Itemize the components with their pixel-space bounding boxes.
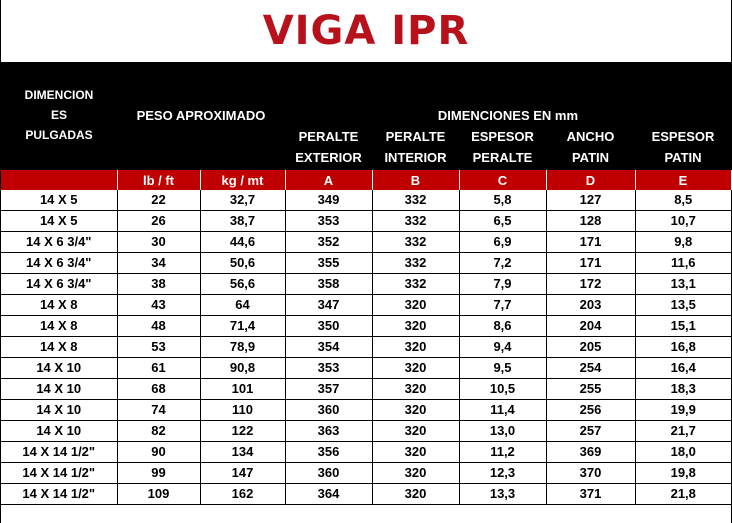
table-cell: 320: [372, 295, 459, 316]
table-cell: 50,6: [200, 253, 285, 274]
dimension-header-line: PULGADAS: [25, 128, 93, 142]
table-cell: 360: [285, 400, 372, 421]
table-cell: 30: [117, 232, 200, 253]
table-cell: 11,2: [459, 442, 546, 463]
dimensions-header: DIMENCIONES EN mm: [437, 108, 579, 123]
table-cell: 6,9: [459, 232, 546, 253]
table-cell: 171: [546, 253, 635, 274]
table-cell: 369: [546, 442, 635, 463]
table-cell: 38,7: [200, 211, 285, 232]
sub-header-line: PERALTE: [385, 129, 446, 144]
table-cell: 82: [117, 421, 200, 442]
table-cell: 363: [285, 421, 372, 442]
table-cell: 355: [285, 253, 372, 274]
unit-cell: A: [285, 170, 372, 190]
table-cell: 21,8: [635, 484, 731, 505]
table-cell: 203: [546, 295, 635, 316]
table-cell: 11,4: [459, 400, 546, 421]
table-cell: 16,4: [635, 358, 731, 379]
table-cell: 8,5: [635, 190, 731, 211]
sub-header-line: PERALTE: [298, 129, 359, 144]
table-cell: 349: [285, 190, 372, 211]
unit-cell: E: [635, 170, 731, 190]
table-cell: 16,8: [635, 337, 731, 358]
table-row: [1, 232, 731, 253]
table-cell: 19,8: [635, 463, 731, 484]
table-cell: 320: [372, 379, 459, 400]
table-cell: 14 X 14 1/2": [1, 484, 117, 505]
sub-header-line: ESPESOR: [651, 129, 715, 144]
table-cell: 10,7: [635, 211, 731, 232]
table-cell: 14 X 8: [1, 295, 117, 316]
table-cell: 171: [546, 232, 635, 253]
units-row: [1, 170, 731, 190]
table-cell: 21,7: [635, 421, 731, 442]
table-cell: 332: [372, 274, 459, 295]
table-cell: 19,9: [635, 400, 731, 421]
table-cell: 9,4: [459, 337, 546, 358]
table-cell: 53: [117, 337, 200, 358]
table-cell: 332: [372, 211, 459, 232]
sub-header-line: ESPESOR: [471, 129, 534, 144]
table-cell: 14 X 8: [1, 337, 117, 358]
sub-header-line: ANCHO: [566, 129, 615, 144]
table-cell: 320: [372, 358, 459, 379]
table-cell: 172: [546, 274, 635, 295]
unit-cell: lb / ft: [117, 170, 200, 190]
table-cell: 254: [546, 358, 635, 379]
table-cell: 347: [285, 295, 372, 316]
table-cell: 14 X 10: [1, 358, 117, 379]
table-cell: 7,7: [459, 295, 546, 316]
table-cell: 134: [200, 442, 285, 463]
sub-header-line: INTERIOR: [384, 150, 447, 165]
table-cell: 43: [117, 295, 200, 316]
table-cell: 360: [285, 463, 372, 484]
table-row: [1, 295, 731, 316]
table-cell: 34: [117, 253, 200, 274]
table-cell: 320: [372, 400, 459, 421]
table-cell: 22: [117, 190, 200, 211]
table-cell: 127: [546, 190, 635, 211]
table-row: [1, 484, 731, 505]
table-cell: 7,2: [459, 253, 546, 274]
table-cell: 320: [372, 484, 459, 505]
table-cell: 364: [285, 484, 372, 505]
table-cell: 352: [285, 232, 372, 253]
table-cell: 101: [200, 379, 285, 400]
table-row: [1, 400, 731, 421]
table-cell: 26: [117, 211, 200, 232]
weight-header: PESO APROXIMADO: [136, 108, 266, 123]
table-cell: 358: [285, 274, 372, 295]
table-cell: 56,6: [200, 274, 285, 295]
table-cell: 14 X 5: [1, 190, 117, 211]
table-cell: 320: [372, 316, 459, 337]
table-cell: 48: [117, 316, 200, 337]
table-cell: 320: [372, 442, 459, 463]
table-cell: 353: [285, 358, 372, 379]
table-cell: 320: [372, 463, 459, 484]
table-cell: 122: [200, 421, 285, 442]
sub-header-line: PERALTE: [472, 150, 533, 165]
table-row: [1, 358, 731, 379]
dimension-header-line: ES: [50, 108, 67, 122]
table-cell: 128: [546, 211, 635, 232]
table-cell: 14 X 14 1/2": [1, 442, 117, 463]
table-row: [1, 274, 731, 295]
table-row: [1, 190, 731, 211]
table-cell: 257: [546, 421, 635, 442]
table-cell: 14 X 6 3/4": [1, 253, 117, 274]
table-row: [1, 253, 731, 274]
table-cell: 14 X 14 1/2": [1, 463, 117, 484]
dimension-header: [1, 85, 117, 145]
table-row: [1, 442, 731, 463]
dimension-header-line: DIMENCION: [24, 88, 94, 102]
table-cell: 350: [285, 316, 372, 337]
table-row: [1, 463, 731, 484]
table-cell: 14 X 8: [1, 316, 117, 337]
table-cell: 370: [546, 463, 635, 484]
table-cell: 320: [372, 337, 459, 358]
table-cell: 5,8: [459, 190, 546, 211]
table-cell: 13,0: [459, 421, 546, 442]
table-cell: 64: [200, 295, 285, 316]
table-cell: 71,4: [200, 316, 285, 337]
table-cell: 109: [117, 484, 200, 505]
table-cell: 32,7: [200, 190, 285, 211]
table-cell: 7,9: [459, 274, 546, 295]
table-cell: 256: [546, 400, 635, 421]
table-cell: 90,8: [200, 358, 285, 379]
table-cell: 14 X 10: [1, 421, 117, 442]
table-cell: 332: [372, 190, 459, 211]
table-cell: 357: [285, 379, 372, 400]
unit-cell: kg / mt: [200, 170, 285, 190]
table-row: [1, 421, 731, 442]
sub-header: [635, 126, 731, 168]
table-cell: 13,5: [635, 295, 731, 316]
beam-table: [1, 170, 732, 505]
table-cell: 354: [285, 337, 372, 358]
table-cell: 38: [117, 274, 200, 295]
table-cell: 10,5: [459, 379, 546, 400]
table-cell: 13,1: [635, 274, 731, 295]
table-cell: 332: [372, 253, 459, 274]
sub-header-line: PATIN: [664, 150, 702, 165]
table-row: [1, 337, 731, 358]
sub-header: [459, 126, 546, 168]
table-cell: 9,8: [635, 232, 731, 253]
table-cell: 14 X 10: [1, 379, 117, 400]
unit-cell: [1, 170, 117, 190]
table-cell: 74: [117, 400, 200, 421]
table-cell: 11,6: [635, 253, 731, 274]
table-cell: 6,5: [459, 211, 546, 232]
table-cell: 353: [285, 211, 372, 232]
unit-cell: B: [372, 170, 459, 190]
sub-header: [372, 126, 459, 168]
table-cell: 371: [546, 484, 635, 505]
table-cell: 90: [117, 442, 200, 463]
table-cell: 320: [372, 421, 459, 442]
table-cell: 99: [117, 463, 200, 484]
table-cell: 147: [200, 463, 285, 484]
table-row: [1, 211, 731, 232]
table-cell: 18,0: [635, 442, 731, 463]
table-cell: 12,3: [459, 463, 546, 484]
table-cell: 14 X 5: [1, 211, 117, 232]
table-cell: 204: [546, 316, 635, 337]
sub-header-line: PATIN: [571, 150, 610, 165]
table-cell: 44,6: [200, 232, 285, 253]
table-cell: 18,3: [635, 379, 731, 400]
table-cell: 13,3: [459, 484, 546, 505]
table-cell: 162: [200, 484, 285, 505]
table-cell: 15,1: [635, 316, 731, 337]
table-cell: 255: [546, 379, 635, 400]
table-cell: 110: [200, 400, 285, 421]
table-row: [1, 379, 731, 400]
table-cell: 9,5: [459, 358, 546, 379]
sub-header: [285, 126, 372, 168]
table-cell: 14 X 6 3/4": [1, 232, 117, 253]
table-cell: 205: [546, 337, 635, 358]
table-row: [1, 316, 731, 337]
sub-header-line: EXTERIOR: [295, 150, 362, 165]
table-cell: 332: [372, 232, 459, 253]
table-cell: 14 X 10: [1, 400, 117, 421]
table-cell: 68: [117, 379, 200, 400]
unit-cell: C: [459, 170, 546, 190]
table-cell: 356: [285, 442, 372, 463]
unit-cell: D: [546, 170, 635, 190]
table-cell: 8,6: [459, 316, 546, 337]
table-header: [1, 63, 731, 170]
table-cell: 78,9: [200, 337, 285, 358]
table-cell: 61: [117, 358, 200, 379]
page-title: VIGA IPR: [1, 0, 731, 63]
sub-header: [546, 126, 635, 168]
table-cell: 14 X 6 3/4": [1, 274, 117, 295]
